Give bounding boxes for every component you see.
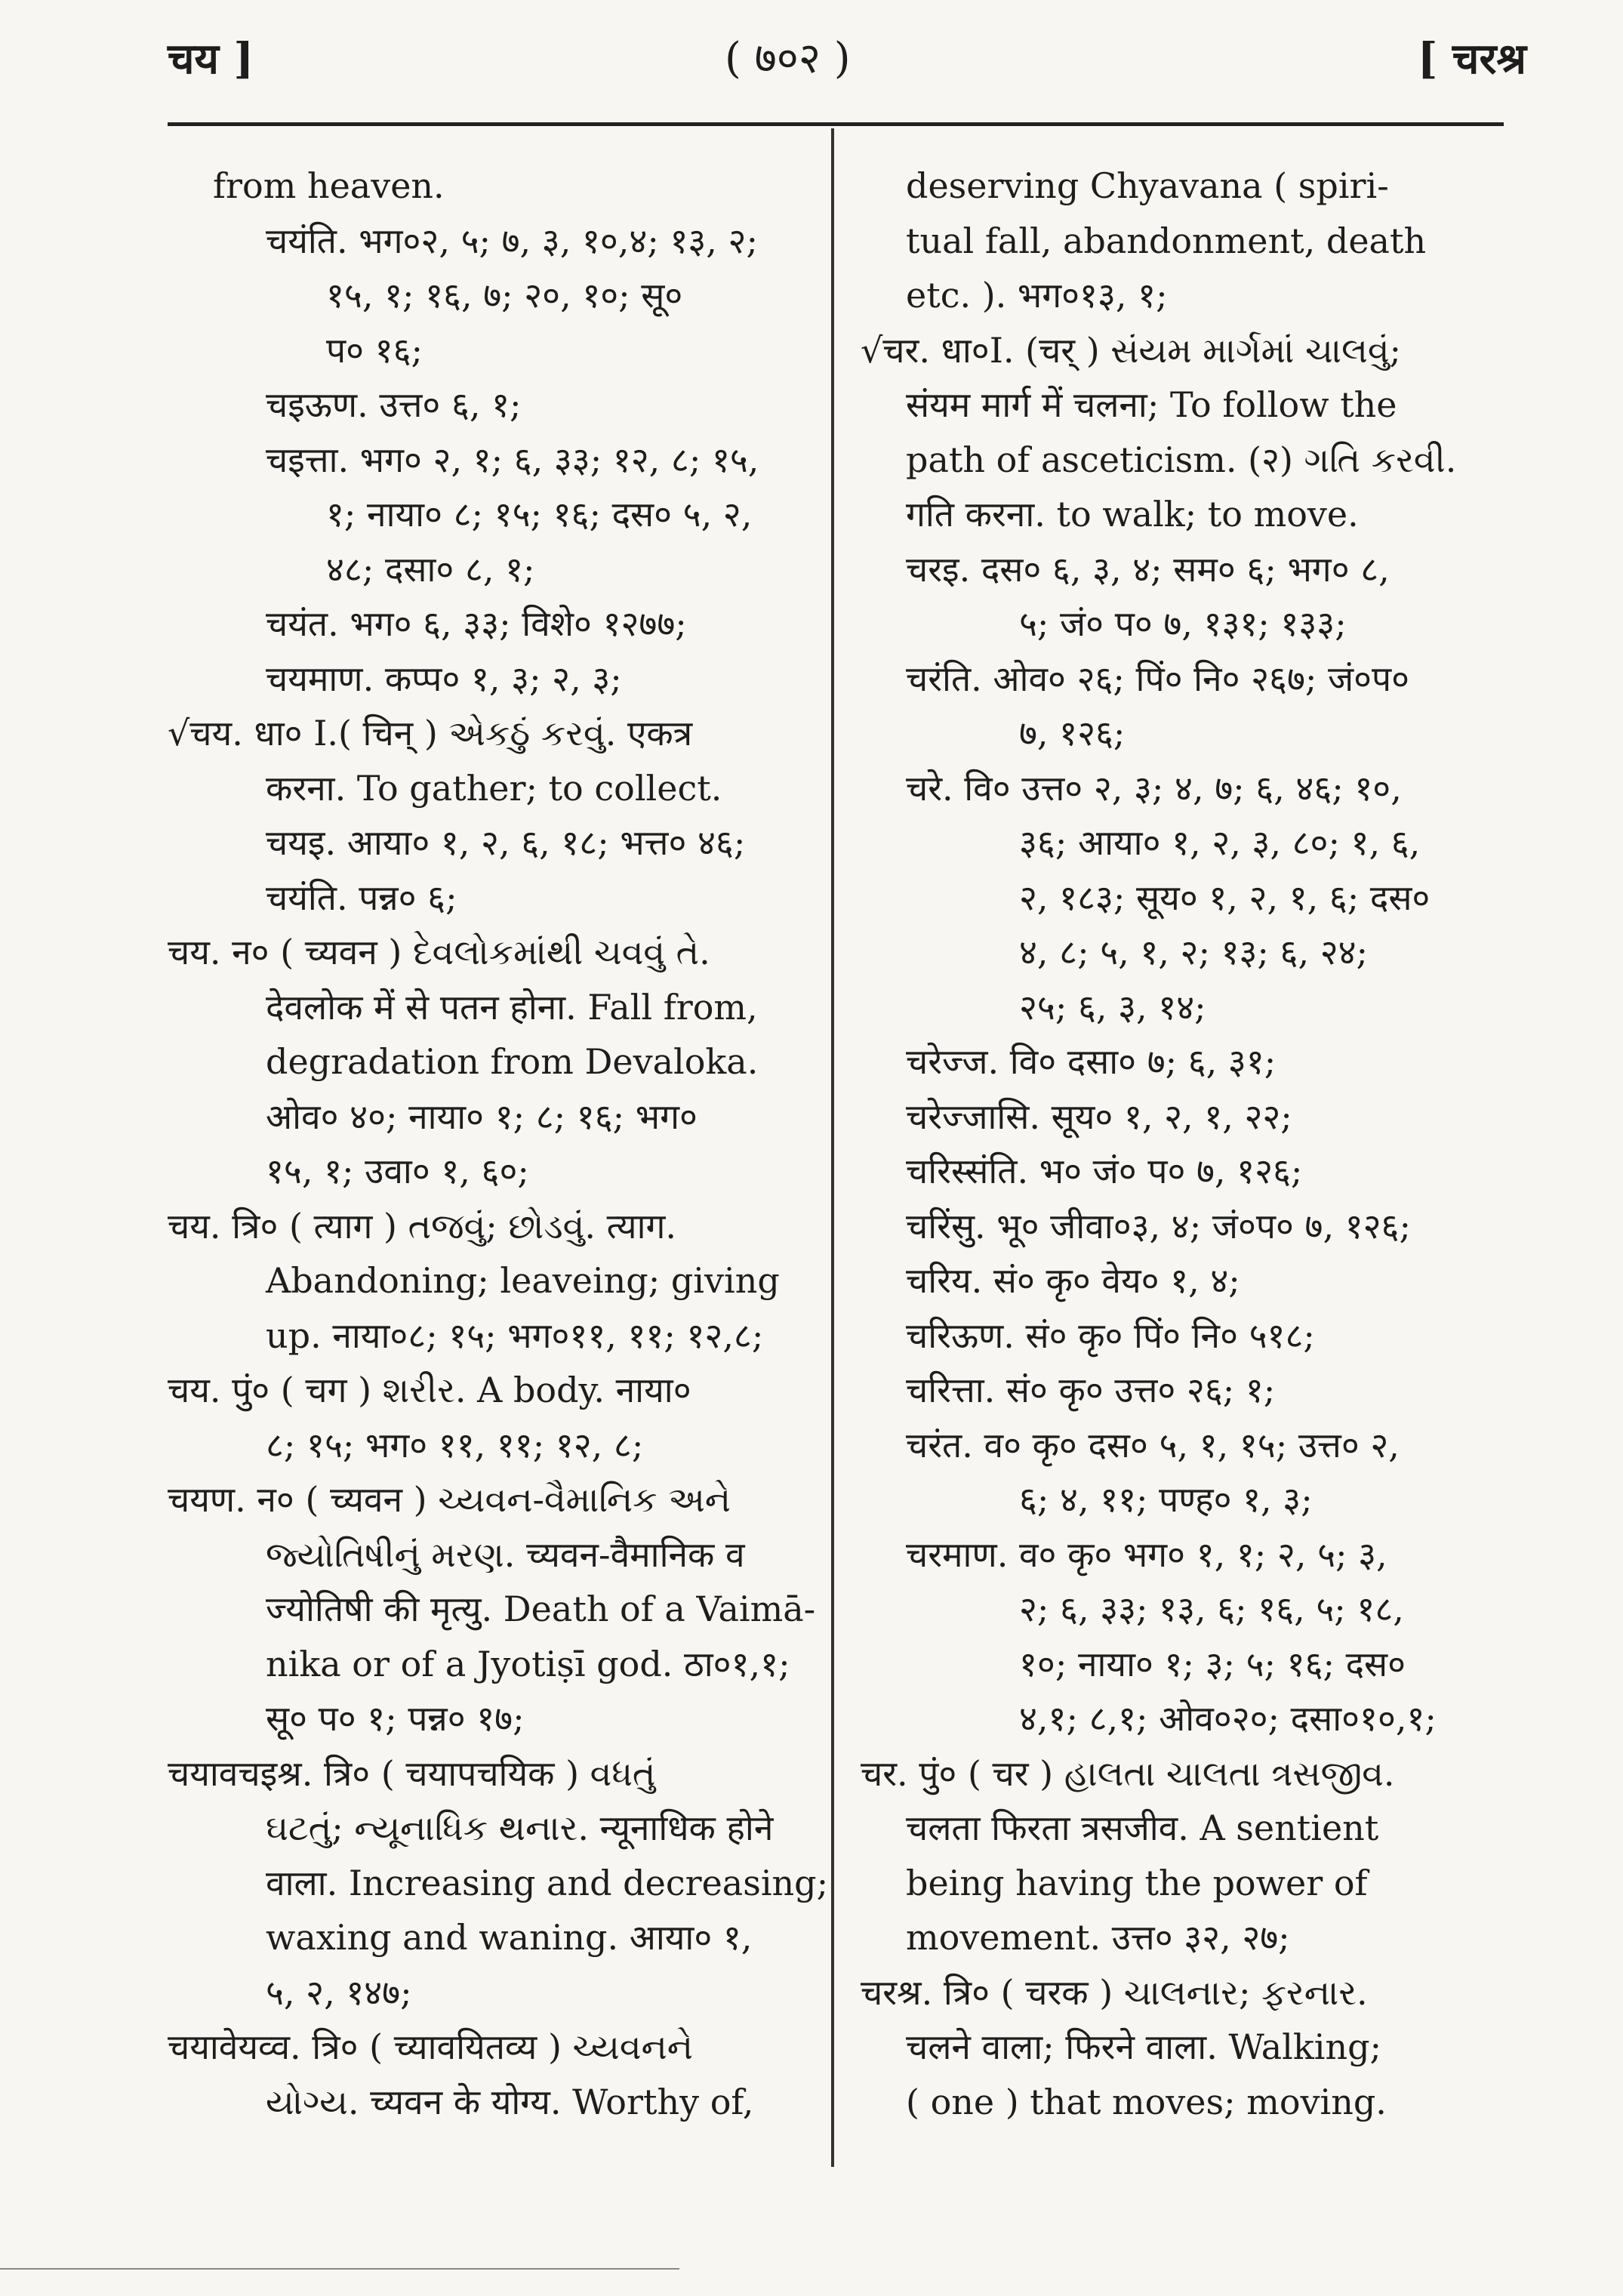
left-column-line: चयइ. आया० १, २, ६, १८; भत्त० ४६;: [266, 822, 746, 863]
left-column-line: ज्योतिषी की मृत्यु. Death of a Vaimā-: [266, 1589, 816, 1629]
left-column-line: १५, १; उवा० १, ६०;: [266, 1151, 529, 1191]
right-column-line: चलने वाला; फिरने वाला. Walking;: [906, 2026, 1382, 2067]
left-column-line: ઘટતું; ન્યૂનાધિક થનાર. न्यूनाधिक होने: [266, 1808, 774, 1848]
right-column-line: संयम मार्ग में चलना; To follow the: [906, 384, 1397, 425]
left-column-line: चइत्ता. भग० २, १; ६, ३३; १२, ८; १५,: [266, 439, 759, 480]
right-column-line: चरिय. सं० कृ० वेय० १, ४;: [906, 1260, 1240, 1301]
right-column-line: चरिऊण. सं० कृ० पिं० नि० ५१८;: [906, 1314, 1315, 1356]
right-column-line: ४,१; ८,१; ओव०२०; दसा०१०,१;: [1019, 1698, 1437, 1739]
right-column-line: चरइ. दस० ६, ३, ४; सम० ६; भग० ८,: [906, 548, 1390, 590]
right-column-line: चलता फिरता त्रसजीव. A sentient: [906, 1808, 1379, 1848]
right-column: [861, 159, 1487, 2129]
right-column-line: १०; नाया० १; ३; ५; १६; दस०: [1019, 1643, 1406, 1684]
right-column-line: ६; ४, ११; पण्ह० १, ३;: [1019, 1479, 1313, 1520]
header-right-guide-word: [ चरश्र: [1417, 34, 1526, 84]
left-column-line: सू० प० १; पन्न० १७;: [266, 1698, 525, 1739]
left-column-line: चयण. न० ( च्यवन ) ચ્યવન-વૈમાનિક અને: [168, 1479, 731, 1520]
left-column-line: from heaven.: [213, 165, 445, 206]
right-column-line: चरिंसु. भू० जीवा०३, ४; जं०प० ७, १२६;: [906, 1205, 1411, 1247]
right-column-line: path of asceticism. (२) ગતિ કરવી.: [906, 439, 1457, 480]
left-column-line: चइऊण. उत्त० ६, १;: [266, 384, 522, 425]
right-column-line: tual fall, abandonment, death: [906, 220, 1427, 261]
right-column-line: चरेज्ज. वि० दसा० ७; ६, ३१;: [906, 1041, 1277, 1082]
left-column-line: चयंत. भग० ६, ३३; विशे० १२७७;: [266, 603, 687, 644]
left-column-line: करना. To gather; to collect.: [266, 767, 722, 809]
right-column-line: २५; ६, ३, १४;: [1019, 986, 1206, 1028]
left-column-line: चय. पुं० ( चग ) શરીર. A body. नाया०: [168, 1370, 691, 1410]
right-column-line: etc. ). भग०१३, १;: [906, 275, 1168, 316]
right-column-line: movement. उत्त० ३२, २७;: [906, 1917, 1290, 1958]
left-column-line: waxing and waning. आया० १,: [266, 1917, 753, 1958]
left-column-line: चयंति. भग०२, ५; ७, ३, १०,४; १३, २;: [266, 220, 758, 261]
right-column-line: चर. पुं० ( चर ) હાલતા ચાલતા ત્રસજીવ.: [861, 1752, 1395, 1794]
right-column-line: चरमाण. व० कृ० भग० १, १; २, ५; ३,: [906, 1533, 1387, 1575]
left-column: [168, 159, 829, 2129]
left-column-line: જ્યોતિષીનું મરણ. च्यवन-वैमानिक व: [266, 1533, 745, 1575]
left-column-line: ८; १५; भग० ११, ११; १२, ८;: [266, 1424, 644, 1465]
left-column-line: चयंति. पन्न० ६;: [266, 877, 457, 918]
page-number: ( ७०२ ): [725, 34, 851, 83]
left-column-line: चय. न० ( च्यवन ) દેવલોકમાંથી ચવવું તે.: [168, 932, 710, 972]
right-column-line: ( one ) that moves; moving.: [906, 2081, 1387, 2122]
left-column-line: चय. त्रि० ( त्याग ) તજવું; છોડવું. त्याग.: [168, 1205, 677, 1247]
right-column-line: चरंत. व० कृ० दस० ५, १, १५; उत्त० २,: [906, 1424, 1400, 1465]
left-column-line: चयमाण. कप्प० १, ३; २, ३;: [266, 658, 622, 699]
right-column-line: चरेज्जासि. सूय० १, २, १, २२;: [906, 1096, 1292, 1137]
right-column-line: ३६; आया० १, २, ३, ८०; १, ६,: [1019, 822, 1421, 863]
left-column-line: ५, २, १४७;: [266, 1971, 412, 2013]
left-column-line: Abandoning; leaveing; giving: [266, 1260, 780, 1301]
left-column-line: યોગ્ય. च्यवन के योग्य. Worthy of,: [266, 2081, 754, 2122]
right-column-line: चरिस्संति. भ० जं० प० ७, १२६;: [906, 1151, 1303, 1191]
left-column-line: degradation from Devaloka.: [266, 1041, 759, 1082]
left-column-line: ४८; दसा० ८, १;: [326, 548, 535, 590]
left-column-line: १५, १; १६, ७; २०, १०; सू०: [326, 275, 683, 316]
right-column-line: ४, ८; ५, १, २; १३; ६, २४;: [1019, 932, 1369, 972]
right-column-line: चरित्ता. सं० कृ० उत्त० २६; १;: [906, 1370, 1276, 1410]
header-rule: [168, 122, 1504, 126]
left-column-line: प० १६;: [326, 329, 423, 371]
right-column-line: ७, १२६;: [1019, 713, 1126, 754]
left-column-line: देवलोक में से पतन होना. Fall from,: [266, 986, 758, 1028]
left-column-line: up. नाया०८; १५; भग०११, ११; १२,८;: [266, 1314, 764, 1356]
right-column-line: deserving Chyavana ( spiri-: [906, 165, 1389, 206]
left-column-line: nika or of a Jyotiṣī god. ठा०१,१;: [266, 1643, 790, 1684]
right-column-line: √चर. धा०I. (चर् ) સંયમ માર્ગમાં ચાલવું;: [861, 329, 1402, 371]
left-column-line: √चय. धा० I.( चिन् ) એકઠું કરવું. एकत्र: [168, 713, 693, 754]
right-column-line: being having the power of: [906, 1862, 1368, 1903]
left-column-line: चयावचइश्र. त्रि० ( चयापचयिक ) વધતું: [168, 1752, 656, 1794]
right-column-line: गति करना. to walk; to move.: [906, 494, 1359, 535]
right-column-line: २; ६, ३३; १३, ६; १६, ५; १८,: [1019, 1589, 1404, 1629]
left-column-line: १; नाया० ८; १५; १६; दस० ५, २,: [326, 494, 753, 535]
right-column-line: २, १८३; सूय० १, २, १, ६; दस०: [1019, 877, 1431, 918]
left-column-line: ओव० ४०; नाया० १; ८; १६; भग०: [266, 1096, 698, 1137]
column-divider: [831, 128, 834, 2167]
header-left-guide-word: चय ]: [168, 34, 254, 84]
footer-rule: [0, 2268, 679, 2270]
right-column-line: चरश्र. त्रि० ( चरक ) ચાલનાર; ફરનાર.: [861, 1971, 1368, 2013]
right-column-line: चरंति. ओव० २६; पिं० नि० २६७; जं०प०: [906, 658, 1410, 699]
right-column-line: ५; जं० प० ७, १३१; १३३;: [1019, 603, 1347, 644]
left-column-line: चयावेयव्व. त्रि० ( च्यावयितव्य ) ચ્યવનને: [168, 2026, 694, 2067]
left-column-line: वाला. Increasing and decreasing;: [266, 1862, 829, 1903]
right-column-line: चरे. वि० उत्त० २, ३; ४, ७; ६, ४६; १०,: [906, 767, 1402, 809]
